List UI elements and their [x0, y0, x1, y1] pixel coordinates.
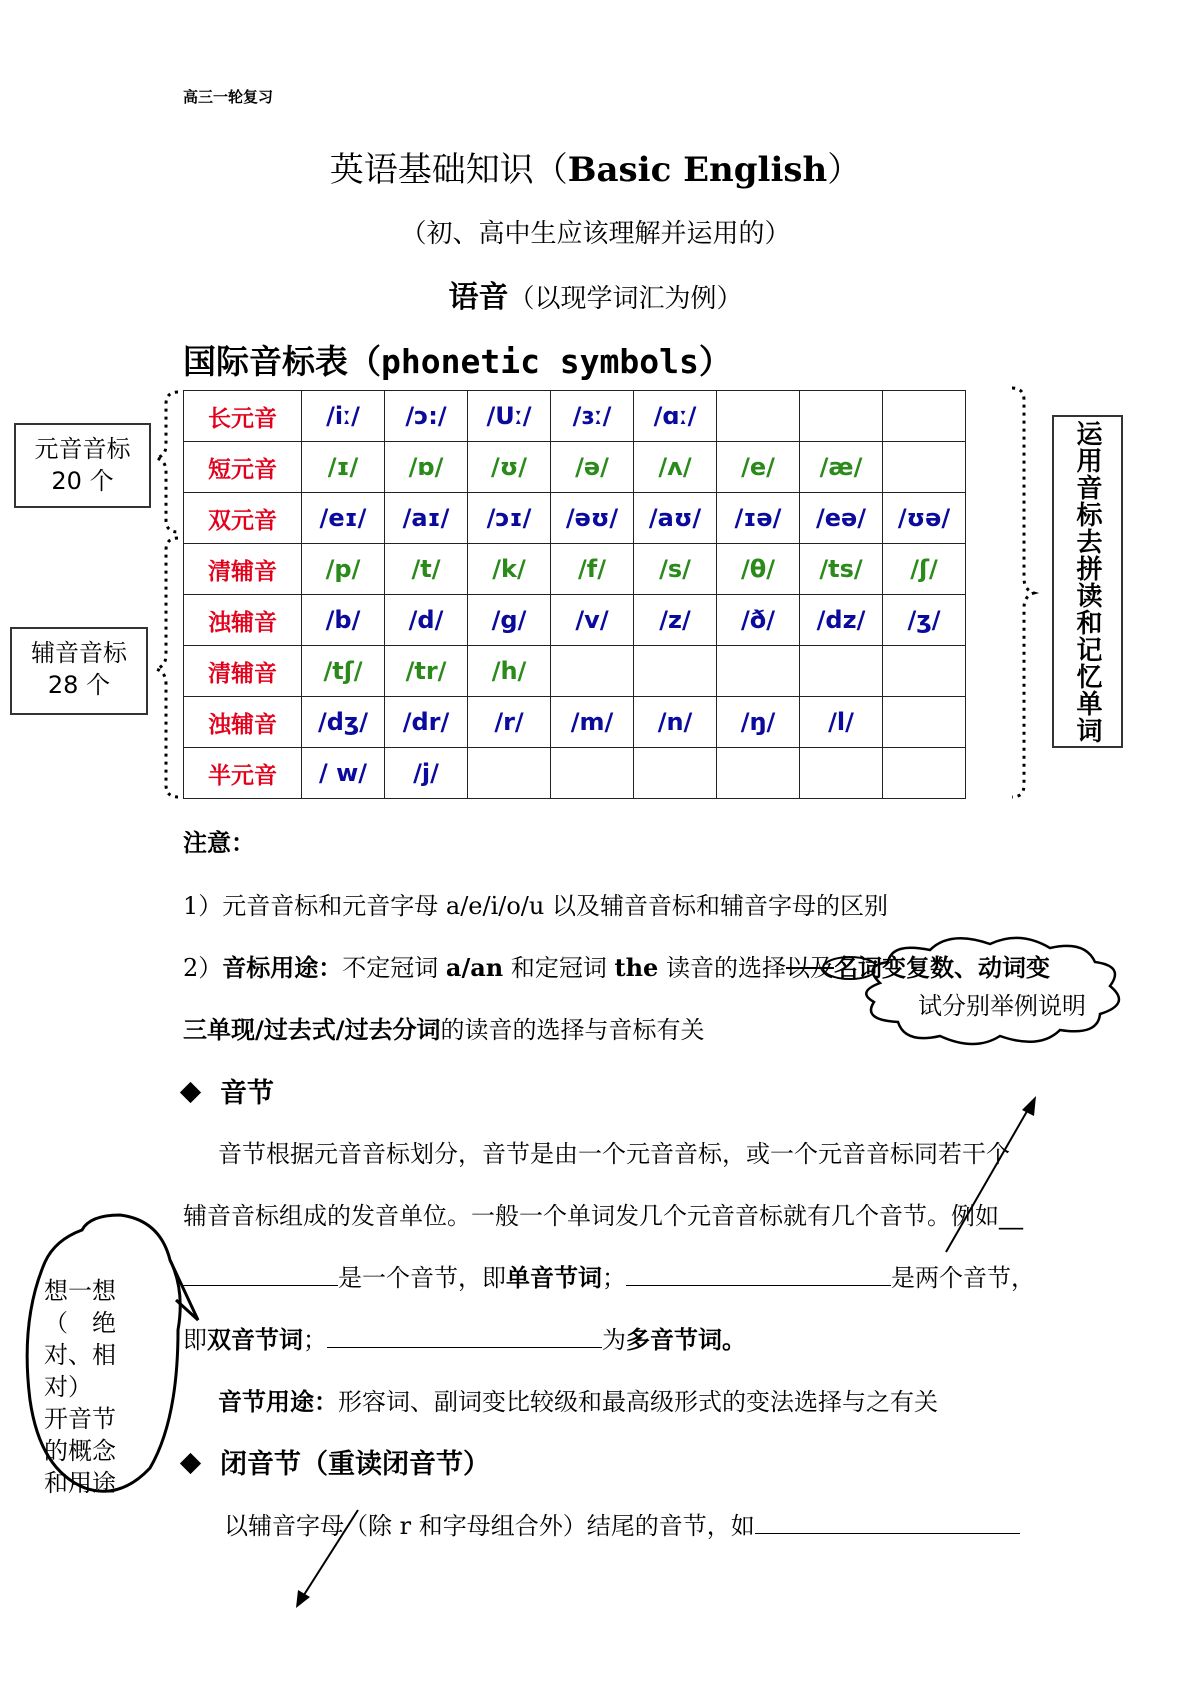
- closed-syllable-heading-text: 闭音节（重读闭音节）: [220, 1449, 490, 1480]
- ipa-cell: /ʒ/: [883, 595, 966, 646]
- blank-multi-syllable[interactable]: [327, 1325, 602, 1348]
- ipa-cell: /j/: [385, 748, 468, 799]
- notes-heading: 注意：: [183, 829, 255, 857]
- syllable-p1: 音节根据元音音标划分，音节是由一个元音音标，或一个元音音标同若干个: [218, 1140, 1010, 1168]
- chart-title-en: phonetic symbols: [381, 342, 699, 381]
- think-line: （ 绝: [44, 1309, 116, 1337]
- syllable-usage-text: 形容词、副词变比较级和最高级形式的变法选择与之有关: [338, 1388, 938, 1416]
- note-2-label: 音标用途：: [222, 954, 343, 982]
- note-2-line2-bold: 三单现/过去式/过去分词: [183, 1016, 441, 1044]
- think-line: 想一想: [44, 1277, 116, 1305]
- ipa-row-label: 半元音: [184, 748, 302, 799]
- ipa-cell: [800, 646, 883, 697]
- syllable-heading: [183, 1071, 274, 1110]
- note-2-text-c: 读音的选择: [658, 954, 786, 982]
- ipa-row-label: 清辅音: [184, 544, 302, 595]
- think-callout-text: [44, 1275, 154, 1499]
- side-note-text: 运用音标去拼读和记忆单词: [1072, 419, 1102, 744]
- note-2-line2-rest: 的读音的选择与音标有关: [440, 1016, 705, 1044]
- vowel-brace-icon: [156, 392, 178, 532]
- page-subtitle: （初、高中生应该理解并运用的）: [400, 219, 791, 249]
- ipa-cell: [800, 748, 883, 799]
- closed-p1-r: r: [399, 1512, 412, 1540]
- ipa-cell: /l/: [800, 697, 883, 748]
- right-brace-icon: [1012, 388, 1034, 797]
- consonant-box-line2: 28 个: [47, 671, 111, 699]
- syllable-p4: [183, 1320, 746, 1355]
- ipa-cell: /z/: [634, 595, 717, 646]
- note-2-prefix: 2）: [183, 954, 223, 982]
- ipa-cell: [634, 646, 717, 697]
- ipa-row-label: 清辅音: [184, 646, 302, 697]
- ipa-cell: [883, 391, 966, 442]
- ipa-cell: /e/: [717, 442, 800, 493]
- diamond-bullet-icon: [180, 1082, 201, 1103]
- ipa-cell: [883, 646, 966, 697]
- ipa-row: [184, 697, 966, 748]
- syllable-p4-bold2: 多音节词。: [626, 1326, 746, 1354]
- ipa-row: [184, 493, 966, 544]
- ipa-cell: /ɔ:/: [385, 391, 468, 442]
- ipa-cell: /ŋ/: [717, 697, 800, 748]
- ipa-row: [184, 442, 966, 493]
- closed-syllable-heading: [183, 1442, 490, 1481]
- ipa-cell: /dʒ/: [302, 697, 385, 748]
- ipa-cell: /p/: [302, 544, 385, 595]
- ipa-row-label: 短元音: [184, 442, 302, 493]
- ipa-cell: [551, 646, 634, 697]
- ipa-cell: [883, 697, 966, 748]
- note-2-the: the: [614, 953, 659, 982]
- ipa-cell: /k/: [468, 544, 551, 595]
- ipa-cell: /θ/: [717, 544, 800, 595]
- ipa-cell: [717, 646, 800, 697]
- think-line: 开音节: [44, 1405, 116, 1433]
- note-2: [183, 948, 1050, 983]
- title-close: ）: [827, 150, 862, 190]
- arrow-down-icon: [296, 1590, 310, 1608]
- syllable-p2: 辅音音标组成的发音单位。一般一个单词发几个元音音标就有几个音节。例如__: [183, 1202, 1023, 1230]
- phonetics-heading-rest: （以现学词汇为例）: [508, 284, 743, 314]
- note-1-text-a: 1）元音音标和元音字母: [183, 892, 446, 920]
- ipa-cell: /eə/: [800, 493, 883, 544]
- ipa-row: [184, 544, 966, 595]
- ipa-cell: /m/: [551, 697, 634, 748]
- ipa-cell: /n/: [634, 697, 717, 748]
- ipa-cell: /ɪə/: [717, 493, 800, 544]
- note-2-bold: 名词变复数、动词变: [833, 954, 1050, 982]
- ipa-cell: /dz/: [800, 595, 883, 646]
- ipa-cell: /tʃ/: [302, 646, 385, 697]
- ipa-cell: /ʌ/: [634, 442, 717, 493]
- consonant-count-box: [10, 627, 148, 715]
- ipa-cell: /f/: [551, 544, 634, 595]
- vowel-count-box: [14, 423, 151, 508]
- vowel-box-line2: 20 个: [51, 467, 114, 495]
- blank-closed-example[interactable]: [755, 1511, 1020, 1534]
- ipa-cell: [634, 748, 717, 799]
- title-zh: 英语基础知识（: [329, 150, 568, 190]
- ipa-row-label: 双元音: [184, 493, 302, 544]
- page-header: 高三一轮复习: [183, 88, 274, 106]
- ipa-cell: /ʊə/: [883, 493, 966, 544]
- arrow-up-icon: [1022, 1096, 1036, 1116]
- ipa-row-label: 浊辅音: [184, 595, 302, 646]
- ipa-cell: /t/: [385, 544, 468, 595]
- diamond-bullet-icon: [180, 1453, 201, 1474]
- ipa-cell: /dr/: [385, 697, 468, 748]
- ipa-row-label: 浊辅音: [184, 697, 302, 748]
- think-line: 对、相: [44, 1341, 116, 1369]
- ipa-cell: /h/: [468, 646, 551, 697]
- ipa-row: [184, 748, 966, 799]
- syllable-p3-a: 是一个音节，即: [338, 1264, 506, 1292]
- ipa-cell: [800, 391, 883, 442]
- syllable-p4-a: 即: [183, 1326, 207, 1354]
- ipa-cell: /ʊ/: [468, 442, 551, 493]
- ipa-cell: /iː/: [302, 391, 385, 442]
- ipa-cell: [551, 748, 634, 799]
- note-2-text-b: 和定冠词: [503, 954, 615, 982]
- think-line: 和用途: [44, 1469, 116, 1497]
- ipa-cell: /g/: [468, 595, 551, 646]
- ipa-cell: /aʊ/: [634, 493, 717, 544]
- title-en: Basic English: [567, 150, 828, 190]
- syllable-p3-c: 是两个音节，: [891, 1264, 1035, 1292]
- ipa-cell: /d/: [385, 595, 468, 646]
- syllable-usage: [218, 1382, 938, 1417]
- ipa-cell: /əʊ/: [551, 493, 634, 544]
- chart-title-zh: 国际音标表（: [183, 342, 381, 381]
- ipa-cell: /ʃ/: [883, 544, 966, 595]
- ipa-cell: /æ/: [800, 442, 883, 493]
- ipa-cell: /r/: [468, 697, 551, 748]
- ipa-row: [184, 646, 966, 697]
- ipa-cell: /ɪ/: [302, 442, 385, 493]
- syllable-p3-b: ；: [602, 1264, 626, 1292]
- ipa-cell: /ɔɪ/: [468, 493, 551, 544]
- ipa-cell: /v/: [551, 595, 634, 646]
- ipa-cell: /ɒ/: [385, 442, 468, 493]
- ipa-cell: /ð/: [717, 595, 800, 646]
- note-1: [183, 886, 888, 921]
- consonant-brace-icon: [156, 538, 178, 797]
- syllable-usage-label: 音节用途：: [218, 1388, 338, 1416]
- vowel-box-line1: 元音音标: [34, 435, 131, 463]
- ipa-cell: /tr/: [385, 646, 468, 697]
- ipa-cell: /ts/: [800, 544, 883, 595]
- ipa-cell: [468, 748, 551, 799]
- syllable-p3: [183, 1258, 1035, 1293]
- note-1-letters: a/e/i/o/u: [445, 892, 545, 920]
- ipa-cell: /ə/: [551, 442, 634, 493]
- closed-syllable-p1: [224, 1506, 1020, 1541]
- ipa-cell: /eɪ/: [302, 493, 385, 544]
- note-2-text-a: 不定冠词: [342, 954, 446, 982]
- ipa-cell: / w/: [302, 748, 385, 799]
- ipa-cell: /ɑː/: [634, 391, 717, 442]
- closed-p1-b: 和字母组合外）结尾的音节，如: [411, 1512, 755, 1540]
- ipa-cell: [883, 748, 966, 799]
- note-2-aan: a/an: [445, 953, 504, 982]
- note-2-strike: 以及: [785, 954, 834, 982]
- ipa-cell: /Uː/: [468, 391, 551, 442]
- phonetics-heading-bold: 语音: [448, 280, 509, 315]
- note-2-line2: [183, 1010, 705, 1045]
- ipa-table: [183, 390, 966, 799]
- think-line: 对）: [44, 1373, 92, 1401]
- blank-single-syllable[interactable]: [183, 1263, 338, 1286]
- syllable-p4-b: ；: [303, 1326, 327, 1354]
- ipa-row-label: 长元音: [184, 391, 302, 442]
- ipa-cell: /aɪ/: [385, 493, 468, 544]
- ipa-cell: /ɜː/: [551, 391, 634, 442]
- cloud-callout-text: 试分别举例说明: [918, 992, 1086, 1020]
- ipa-cell: [717, 391, 800, 442]
- blank-two-syllable[interactable]: [626, 1263, 891, 1286]
- think-line: 的概念: [44, 1437, 116, 1465]
- closed-p1-a: 以辅音字母（除: [224, 1512, 400, 1540]
- ipa-cell: /b/: [302, 595, 385, 646]
- ipa-cell: [717, 748, 800, 799]
- ipa-cell: /s/: [634, 544, 717, 595]
- syllable-p4-c: 为: [602, 1326, 626, 1354]
- syllable-p3-bold: 单音节词: [506, 1264, 602, 1292]
- syllable-heading-text: 音节: [220, 1078, 274, 1109]
- ipa-row: [184, 391, 966, 442]
- chart-title-close: ）: [698, 342, 732, 381]
- note-1-text-b: 以及辅音音标和辅音字母的区别: [544, 892, 888, 920]
- ipa-cell: [883, 442, 966, 493]
- ipa-row: [184, 595, 966, 646]
- consonant-box-line1: 辅音音标: [31, 639, 127, 667]
- syllable-p4-bold1: 双音节词: [207, 1326, 303, 1354]
- side-note-box: [1052, 415, 1123, 748]
